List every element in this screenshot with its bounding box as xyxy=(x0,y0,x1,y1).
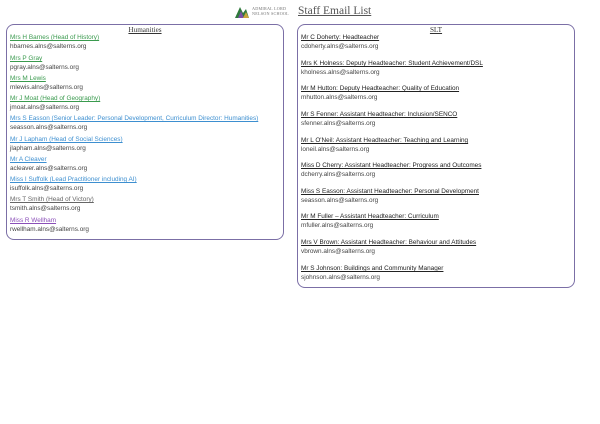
staff-entry xyxy=(10,176,137,193)
staff-entry xyxy=(301,265,443,282)
staff-entry xyxy=(10,217,89,234)
staff-entry xyxy=(301,85,459,102)
staff-entry xyxy=(301,34,379,51)
staff-email: sjohnson.alns@salterns.org xyxy=(301,273,380,281)
staff-entry xyxy=(10,55,79,72)
staff-email: rwellham.alns@salterns.org xyxy=(10,225,89,233)
staff-email: dcherry.alns@salterns.org xyxy=(301,170,376,178)
staff-entry xyxy=(301,188,479,205)
staff-name-link[interactable]: Mr C Doherty: Headteacher xyxy=(301,34,380,41)
staff-email: seasson.alns@salterns.org xyxy=(10,123,88,131)
staff-email: mlewis.alns@salterns.org xyxy=(10,83,83,91)
school-logo xyxy=(234,5,294,20)
logo-line-1: ADMIRAL LORD xyxy=(252,6,287,11)
staff-email: cdoherty.alns@salterns.org xyxy=(301,42,379,50)
staff-email: vbrown.alns@salterns.org xyxy=(301,247,375,255)
staff-name-link[interactable]: Mr S Fenner: Assistant Headteacher: Inclusion/SENCO xyxy=(301,111,458,118)
staff-email: pgray.alns@salterns.org xyxy=(10,63,79,71)
humanities-panel xyxy=(6,24,284,240)
staff-name-link[interactable]: Mrs S Easson (Senior Leader: Personal Development, Curriculum Director: Humanities) xyxy=(10,115,259,122)
logo-text xyxy=(252,6,289,16)
humanities-heading: Humanities xyxy=(128,26,162,34)
staff-entry xyxy=(301,60,483,77)
page-title: Staff Email List xyxy=(298,5,372,17)
staff-name-link[interactable]: Mr L O'Neil: Assistant Headteacher: Teaching and Learning xyxy=(301,137,469,144)
staff-entry xyxy=(301,137,468,154)
staff-name-link[interactable]: Mr M Fuller – Assistant Headteacher: Curriculum xyxy=(301,213,439,220)
staff-entry xyxy=(301,162,481,179)
staff-name-link[interactable]: Mrs T Smith (Head of Victory) xyxy=(10,196,94,203)
staff-entry xyxy=(10,115,258,132)
staff-email: acleaver.alns@salterns.org xyxy=(10,164,88,172)
staff-email: mfuller.alns@salterns.org xyxy=(301,221,374,229)
staff-name-link[interactable]: Mr M Hutton: Deputy Headteacher: Quality of Education xyxy=(301,85,460,92)
staff-email: seasson.alns@salterns.org xyxy=(301,196,379,204)
staff-name-link[interactable]: Mrs P Gray xyxy=(10,55,43,62)
staff-entry xyxy=(301,239,476,256)
slt-heading: SLT xyxy=(429,26,443,34)
school-crest-icon xyxy=(234,5,250,19)
staff-entry xyxy=(301,213,439,230)
staff-entry xyxy=(10,75,83,92)
staff-email: jlapham.alns@salterns.org xyxy=(10,144,86,152)
staff-email: sfenner.alns@salterns.org xyxy=(301,119,376,127)
staff-name-link[interactable]: Mrs V Brown: Assistant Headteacher: Behaviour and Attitudes xyxy=(301,239,477,246)
staff-email: tsmith.alns@salterns.org xyxy=(10,204,81,212)
staff-email: isuffolk.alns@salterns.org xyxy=(10,184,84,192)
staff-entry xyxy=(10,136,123,153)
staff-name-link[interactable]: Miss I Suffolk (Lead Practitioner including AI) xyxy=(10,176,137,183)
staff-name-link[interactable]: Mr S Johnson: Buildings and Community Manager xyxy=(301,265,444,272)
staff-entry xyxy=(10,34,99,51)
staff-email: loneil.alns@salterns.org xyxy=(301,145,370,153)
staff-name-link[interactable]: Miss R Wellham xyxy=(10,217,57,224)
page-header xyxy=(0,3,600,21)
staff-name-link[interactable]: Miss S Easson: Assistant Headteacher: Personal Development xyxy=(301,188,479,195)
staff-email: mhutton.alns@salterns.org xyxy=(301,93,378,101)
staff-entry xyxy=(301,111,457,128)
staff-name-link[interactable]: Mrs K Holness: Deputy Headteacher: Student Achievement/DSL xyxy=(301,60,483,67)
staff-email: hbarnes.alns@salterns.org xyxy=(10,42,87,50)
staff-name-link[interactable]: Mrs H Barnes (Head of History) xyxy=(10,34,100,41)
staff-name-link[interactable]: Mr A Cleaver xyxy=(10,156,47,163)
staff-name-link[interactable]: Mr J Lapham (Head of Social Sciences) xyxy=(10,136,123,143)
logo-line-2: NELSON SCHOOL xyxy=(252,11,289,16)
staff-name-link[interactable]: Miss D Cherry: Assistant Headteacher: Progress and Outcomes xyxy=(301,162,482,169)
staff-name-link[interactable]: Mrs M Lewis xyxy=(10,75,46,82)
staff-name-link[interactable]: Mr J Moat (Head of Geography) xyxy=(10,95,101,102)
slt-panel xyxy=(297,24,575,288)
staff-email: jmoat.alns@salterns.org xyxy=(10,103,80,111)
staff-entry xyxy=(10,196,94,213)
staff-entry xyxy=(10,156,87,173)
staff-entry xyxy=(10,95,100,112)
staff-email: kholness.alns@salterns.org xyxy=(301,68,380,76)
